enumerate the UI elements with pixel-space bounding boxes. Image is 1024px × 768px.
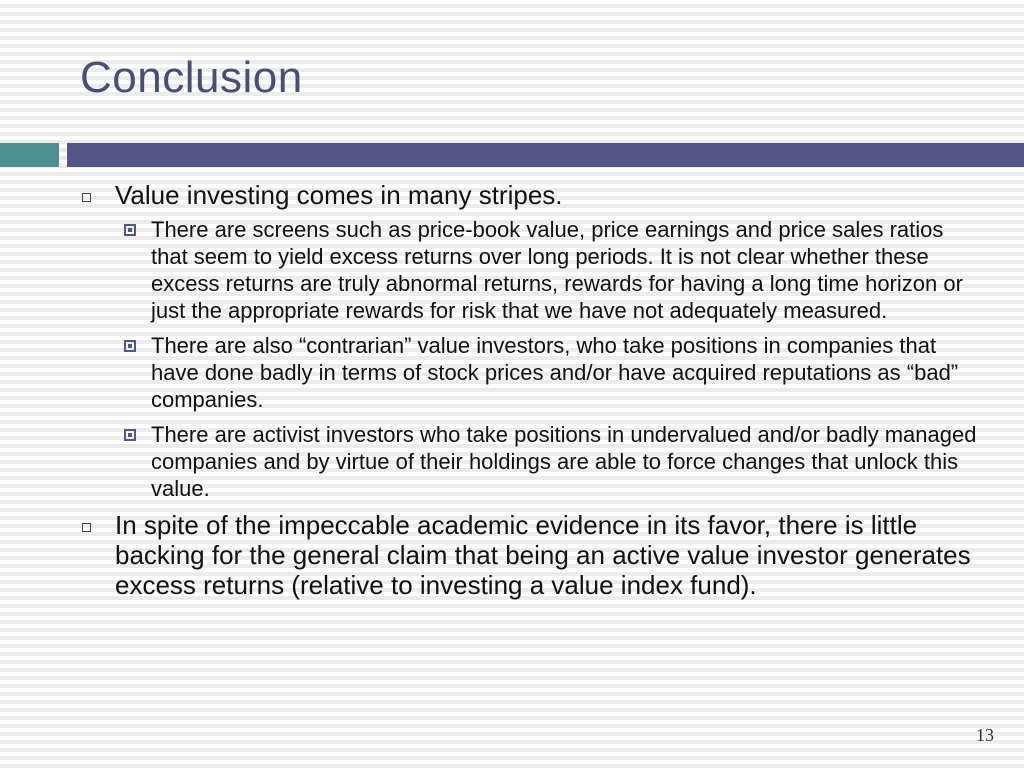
bullet-text: Value investing comes in many stripes.: [115, 180, 563, 210]
bullet-item: [80, 180, 980, 210]
filled-square-bullet-icon: [124, 340, 136, 352]
hollow-square-bullet-icon: [82, 523, 91, 532]
filled-square-bullet-icon: [124, 429, 136, 441]
sub-bullet-text: There are activist investors who take positions in undervalued and/or badly managed companies and by virtue of their holdings are able to force changes that unlock this value.: [151, 422, 977, 501]
sub-bullet-item: [80, 332, 980, 413]
bullet-item: [80, 510, 980, 600]
sub-bullet-item: [80, 421, 980, 502]
filled-square-bullet-icon: [124, 224, 136, 236]
sub-bullet-item: [80, 216, 980, 324]
slide-title: Conclusion: [80, 53, 303, 102]
bullet-text: In spite of the impeccable academic evidence in its favor, there is little backing for the general claim that being an active value investor generates excess returns (relative to investing a value index fund).: [115, 510, 971, 600]
page-number: 13: [976, 725, 994, 745]
title-accent-bar-left: [0, 143, 59, 167]
title-accent-bar-right: [67, 143, 1024, 167]
sub-bullet-text: There are screens such as price-book value, price earnings and price sales ratios that seem to yield excess returns over long periods. It is not clear whether these excess returns are truly abnormal returns, rewards for having a long time horizon or just the appropriate rewards for risk that we have not adequately measured.: [151, 217, 963, 323]
sub-bullet-text: There are also “contrarian” value investors, who take positions in companies that have done badly in terms of stock prices and/or have acquired reputations as “bad” companies.: [151, 333, 959, 412]
hollow-square-bullet-icon: [82, 193, 91, 202]
slide-content: [80, 180, 980, 606]
